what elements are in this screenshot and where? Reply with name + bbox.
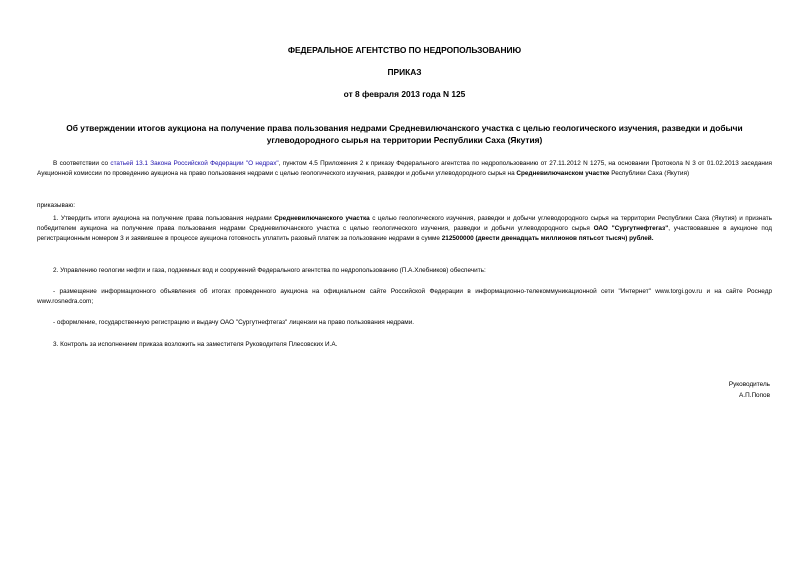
item-1-plot-name: Средневилючанского участка	[274, 215, 370, 222]
item-1-text-2: с целью геологического изучения, разведки и добычи углеводородного сырья на территории Республики Саха (Якутия) и признать победителем аукциона на получение права пользования недрами Средневилючанского участка с целью геологического изучения, разведки и добычи углеводородного сырья	[37, 215, 772, 232]
preamble-plot-name: Средневилючанском участке	[516, 170, 610, 177]
signature-name: А.П.Попов	[739, 392, 770, 399]
preamble-text-2: , пунктом 4.5 Приложения 2 к приказу Федерального агентства по недропользованию от 27.11.2012 N 1275, на основании Протокола N 3 от 01.02.2013 заседания Аукционной комиссии по проведению аукциона на право пользования недрами с целью геологического изучения, разведки и добычи углеводородного сырья на	[37, 160, 772, 177]
preamble-text-1: В соответствии со	[53, 160, 111, 167]
document-title: Об утверждении итогов аукциона на получение права пользования недрами Средневилючанского участка с целью геологического изучения, разведки и добычи углеводородного сырья на территории Республики Саха (Якутия)	[66, 123, 743, 145]
item-1-winner: ОАО "Сургутнефтегаз"	[593, 225, 669, 232]
document-date-number: от 8 февраля 2013 года N 125	[343, 89, 466, 99]
item-3-paragraph: 3. Контроль за исполнением приказа возложить на заместителя Руководителя Плесовских И.А.	[53, 341, 338, 348]
item-1-payment-amount: 212500000 (двести двенадцать миллионов пятьсот тысяч) рублей.	[441, 235, 654, 242]
document-type: ПРИКАЗ	[387, 67, 422, 77]
signature-role: Руководитель	[728, 381, 770, 388]
orders-word: приказываю:	[37, 202, 75, 209]
item-2b-paragraph: - оформление, государственную регистрацию и выдачу ОАО "Сургутнефтегаз" лицензии на право пользования недрами.	[53, 319, 415, 326]
preamble-text-3: Республики Саха (Якутия)	[609, 170, 690, 177]
agency-name: ФЕДЕРАЛЬНОЕ АГЕНТСТВО ПО НЕДРОПОЛЬЗОВАНИЮ	[287, 45, 522, 55]
item-2a-paragraph: - размещение информационного объявления об итогах проведенного аукциона на официальном сайте Российской Федерации в информационно-телекоммуникационной сети "Интернет" www.torgi.gov.ru и на сайте Роснедр www.rosnedra.com;	[37, 288, 772, 305]
law-article-link[interactable]: статьей 13.1 Закона Российской Федерации "О недрах"	[110, 160, 279, 167]
item-2-paragraph: 2. Управлению геологии нефти и газа, подземных вод и сооружений Федерального агентства по недропользованию (П.А.Хлебников) обеспечить:	[53, 267, 486, 274]
item-1-text-3: , участвовавшее в аукционе под регистрационным номером 3 и заявившее в процессе аукциона готовность уплатить разовый платеж за пользование недрами в сумме	[37, 225, 773, 242]
item-1-paragraph	[37, 214, 772, 244]
item-1-text-1: 1. Утвердить итоги аукциона на получение права пользования недрами	[53, 215, 275, 222]
preamble-paragraph	[37, 159, 772, 179]
